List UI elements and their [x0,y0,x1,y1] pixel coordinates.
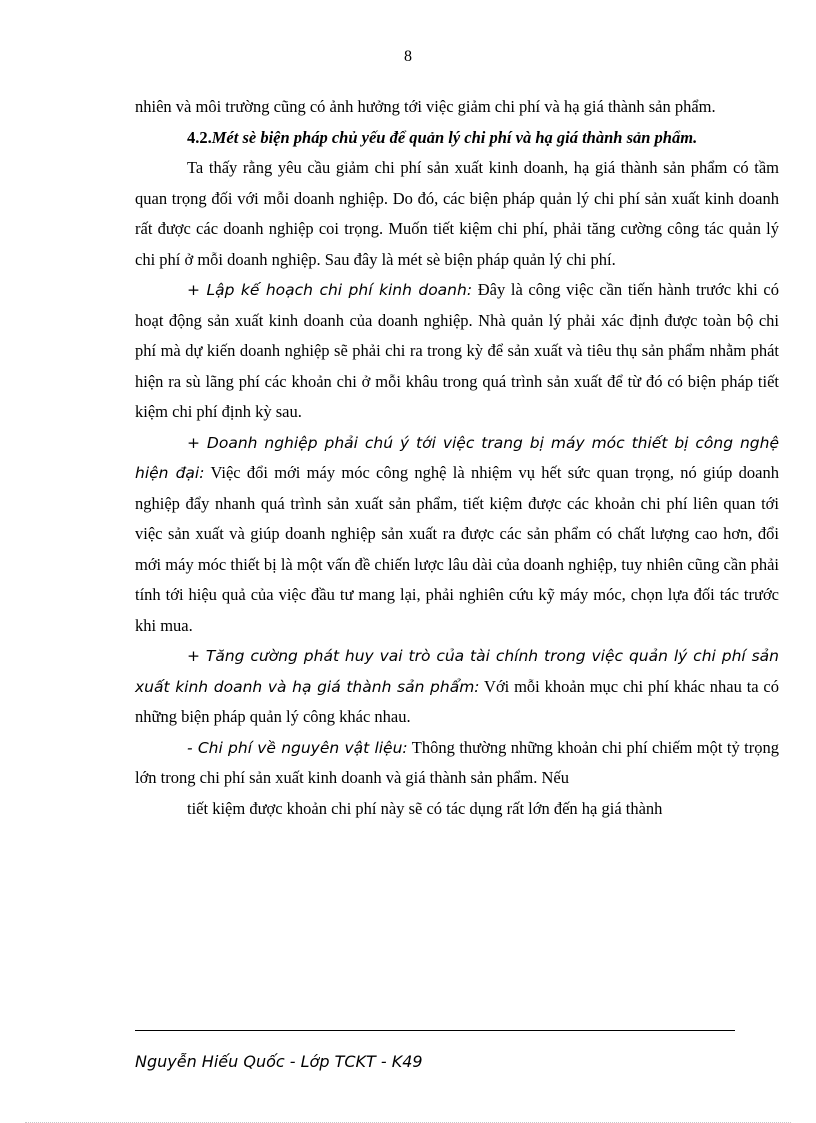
paragraph-lead: + Doanh nghiệp phải chú ý tới việc trang bị máy móc thiết bị công nghệ hiện đại: [135,433,779,482]
paragraph-materials [135,733,779,794]
page-number: 8 [404,48,412,65]
paragraph-text: Việc đổi mới máy móc công nghệ là nhiệm vụ hết sức quan trọng, nó giúp doanh nghiệp đẩy nhanh quá trình sản xuất sản phẩm, tiết kiệm được các khoản chi phí liên quan tới việc sản xuất và giúp doanh nghiệp sản xuất ra được các sản phẩm có chất lượng cao hơn, đổi mới máy móc thiết bị là một vấn đề chiến lược lâu dài của doanh nghiệp, tuy nhiên cũng cần phải tính tới hiệu quả của việc đầu tư mang lại, phải nghiên cứu kỹ máy móc, chọn lựa đối tác trước khi mua. [135,463,779,635]
paragraph-lead: + Lập kế hoạch chi phí kinh doanh: [187,281,473,299]
paragraph-lead: + Tăng cường phát huy vai trò của tài chính trong việc quản lý chi phí sản xuất kinh doanh và hạ giá thành sản phẩm: [135,647,779,696]
heading-title: Mét sè biện pháp chủ yếu để quản lý chi phí và hạ giá thành sản phẩm. [211,127,698,147]
footer-author: Nguyễn Hiếu Quốc - Lớp TCKT - K49 [135,1052,423,1071]
paragraph-text: Thông thường những khoản chi phí chiếm một tỷ trọng lớn trong chi phí sản xuất kinh doanh và giá thành sản phẩm. Nếu [135,737,779,787]
paragraph-text: Đây là công việc cần tiến hành trước khi có hoạt động sản xuất kinh doanh của doanh nghiệp. Nhà quản lý phải xác định được toàn bộ chi phí mà dự kiến doanh nghiệp sẽ phải chi ra trong kỳ để sản xuất và tiêu thụ sản phẩm nhằm phát hiện ra sù lãng phí các khoản chi ở mỗi khâu trong quá trình sản xuất để từ đó có biện pháp tiết kiệm chi phí định kỳ sau. [135,280,779,421]
paragraph-planning [135,275,779,428]
footer-divider [135,1030,735,1031]
paragraph-lead: - Chi phí về nguyên vật liệu: [187,738,408,757]
paragraph-text: Với mỗi khoản mục chi phí khác nhau ta có những biện pháp quản lý công khác nhau. [135,676,779,726]
section-heading [135,123,779,154]
paragraph-intro: Ta thấy rằng yêu cầu giảm chi phí sản xuất kinh doanh, hạ giá thành sản phẩm có tầm quan trọng đối với mỗi doanh nghiệp. Do đó, các biện pháp quản lý chi phí sản xuất kinh doanh rất được các doanh nghiệp coi trọng. Muốn tiết kiệm chi phí, phải tăng cường công tác quản lý chi phí ở mỗi doanh nghiệp. Sau đây là mét sè biện pháp quản lý chi phí. [135,158,779,269]
paragraph-last-line: tiết kiệm được khoản chi phí này sẽ có tác dụng rất lớn đến hạ giá thành [187,798,663,818]
heading-number: 4.2. [187,127,212,147]
document-body [135,92,779,824]
paragraph-finance [135,641,779,733]
paragraph-continuation: nhiên và môi trường cũng có ảnh hưởng tới việc giảm chi phí và hạ giá thành sản phẩm. [135,97,716,116]
paragraph-equipment [135,428,779,642]
